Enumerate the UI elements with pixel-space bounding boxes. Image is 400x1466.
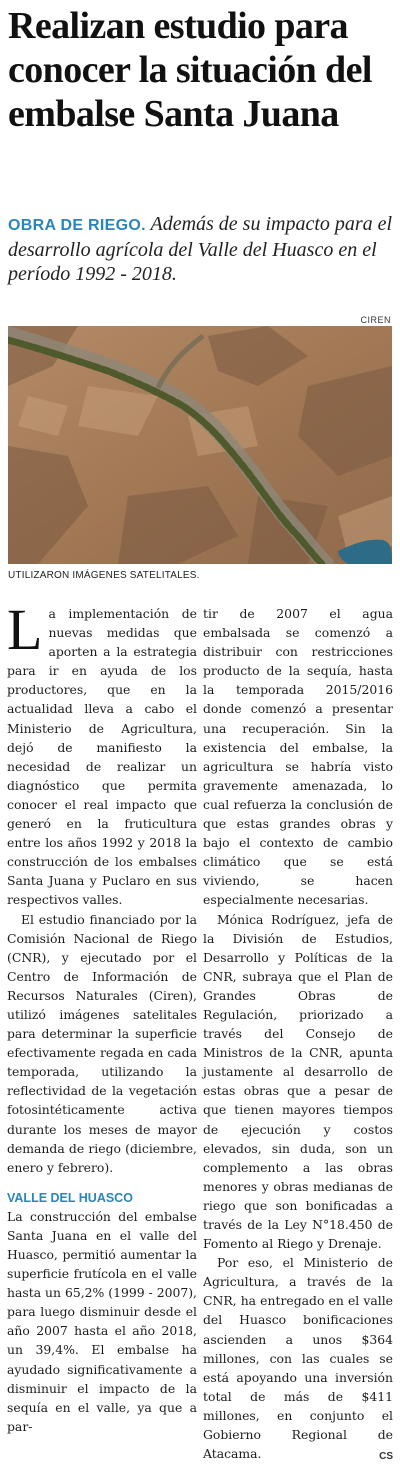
subhead: VALLE DEL HUASCO bbox=[7, 1190, 133, 1205]
drop-cap: L bbox=[7, 597, 43, 662]
paragraph-1-text: a implementación de nuevas medidas que aporten a la estrategia para ir en ayuda de los productores, que en la actualidad lleva a cabo el Ministerio de Agricultura, dejó de manifiesto la necesidad de realizar un diagnóstico que permita conocer el real impacto que generó en la fruticultura entre los años 1992 y 2018 la construcción de los embalses Santa Juana y Puclaro en sus respectivos valles. bbox=[7, 606, 197, 908]
end-mark: CS bbox=[379, 1451, 393, 1463]
photo-caption: UTILIZARON IMÁGENES SATELITALES. bbox=[8, 570, 200, 581]
headline: Realizan estudio para conocer la situación del embalse Santa Juana bbox=[8, 5, 372, 135]
paragraph-1 bbox=[7, 597, 197, 910]
lede-text: Además de su impacto para el desarrollo agrícola del Valle del Huasco en el período 1992 - 2018. bbox=[8, 213, 393, 285]
lede bbox=[8, 212, 394, 286]
paragraph-5-text: Por eso, el Ministerio de Agricultura, a través de la CNR, ha entregado en el valle del Huasco bonificaciones ascienden a unos $364 millones, con las cuales se está apoyando una inversión total de más de $411 millones, en conjunto el Gobierno Regional de Atacama. bbox=[203, 1255, 393, 1462]
kicker: OBRA DE RIEGO. bbox=[8, 217, 146, 234]
paragraph-3: La construcción del embalse Santa Juana en el valle del Huasco, permitió aumentar la superficie frutícola en el valle hasta un 65,2% (1999 - 2007), para luego disminuir desde el año 2007 hasta el año 2018, un 39,4%. El embalse ha ayudado significativamente a disminuir el impacto de la sequía en el valle, ya que a par- bbox=[7, 1208, 197, 1434]
column-right bbox=[203, 604, 393, 1466]
photo-credit: CIREN bbox=[360, 315, 391, 325]
satellite-photo bbox=[8, 326, 392, 564]
paragraph-2: El estudio financiado por la Comisión Nacional de Riego (CNR), y ejecutado por el Centro de Información de Recursos Naturales (Ciren), utilizó imágenes satelitales para determinar la superficie efectivamente regada en cada temporada, utilizando la reflectividad de la vegetación fotosintéticamente activa durante los meses de mayor demanda de riego (diciembre, enero y febrero). bbox=[7, 911, 197, 1175]
column-left bbox=[7, 597, 197, 1436]
paragraph-4: Mónica Rodríguez, jefa de la División de Estudios, Desarrollo y Políticas de la CNR, subraya que el Plan de Grandes Obras de Regulación, priorizado a través del Consejo de Ministros de la CNR, apunta justamente al desarrollo de estas obras que a pesar de que tienen mayores tiempos de ejecución y costos elevados, sin duda, son un complemento a las obras menores y obras medianas de riego que son bonificadas a través de la Ley N°18.450 de Fomento al Riego y Drenaje. bbox=[203, 911, 393, 1252]
paragraph-5 bbox=[203, 1253, 393, 1463]
paragraph-3-continued: tir de 2007 el agua embalsada se comenzó a distribuir con restricciones producto de la sequía, hasta la temporada 2015/2016 donde comenzó a presentar una recuperación. Sin la existencia del embalse, la agricultura se habría visto gravemente amenazada, lo cual refuerza la conclusión de que estas grandes obras y bajo el contexto de cambio climático que se está viviendo, se hacen especialmente necesarias. bbox=[203, 606, 393, 908]
